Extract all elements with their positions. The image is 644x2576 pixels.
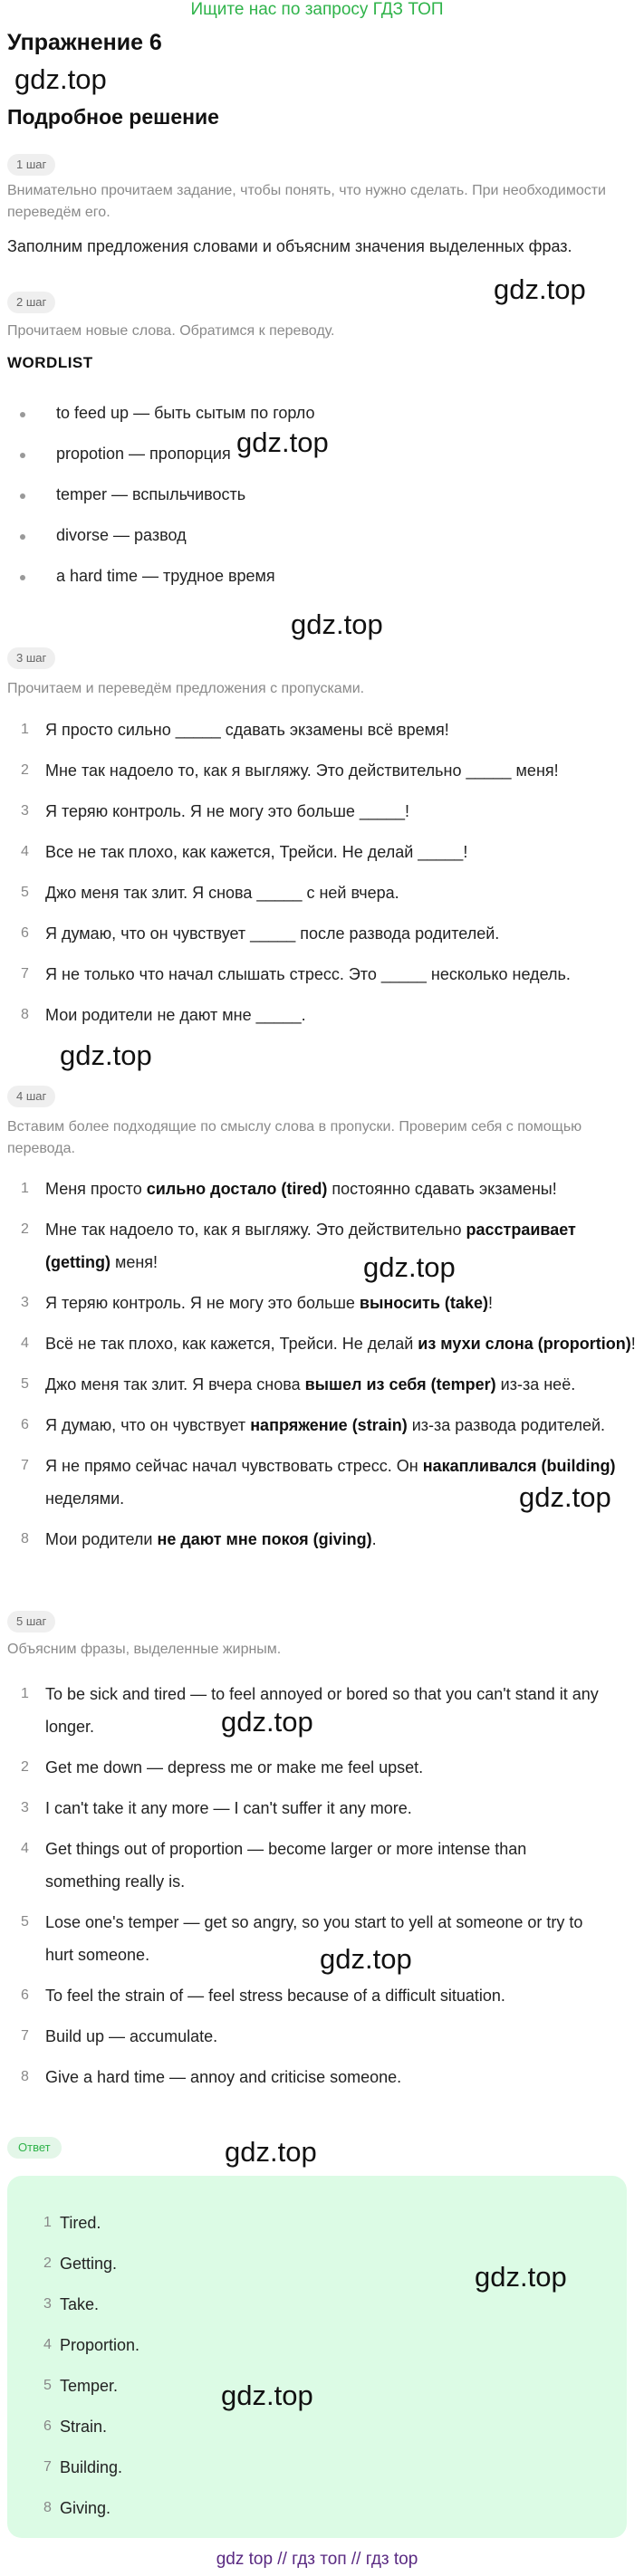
answer-badge: Ответ xyxy=(7,2137,62,2159)
step-5-badge: 5 шаг xyxy=(7,1611,55,1633)
bullet-icon xyxy=(20,453,25,458)
step-1-text: Заполним предложения словами и объясним значения выделенных фраз. xyxy=(7,237,572,255)
watermark: gdz.top xyxy=(221,1706,313,1738)
bullet-icon xyxy=(20,412,25,417)
step-3-description: Прочитаем и переведём предложения с пропусками. xyxy=(7,681,365,696)
step-2-badge: 2 шаг xyxy=(7,292,55,313)
wordlist-heading: WORDLIST xyxy=(7,354,93,371)
watermark: gdz.top xyxy=(291,608,383,640)
footer-links[interactable]: gdz top // гдз топ // гдз top xyxy=(216,2550,418,2569)
watermark: gdz.top xyxy=(60,1039,152,1071)
step-4-description: Вставим более подходящие по смыслу слова в пропуски. Проверим себя с помощью перевода. xyxy=(7,1119,582,1156)
watermark: gdz.top xyxy=(494,273,586,305)
watermark: gdz.top xyxy=(519,1481,611,1513)
step-5-description: Объясним фразы, выделенные жирным. xyxy=(7,1642,282,1657)
bullet-icon xyxy=(20,493,25,499)
watermark: gdz.top xyxy=(236,426,329,458)
watermark: gdz.top xyxy=(320,1943,412,1975)
solution-subtitle: Подробное решение xyxy=(7,105,219,129)
step-2-description: Прочитаем новые слова. Обратимся к переводу. xyxy=(7,323,335,339)
bullet-icon xyxy=(20,534,25,540)
step-1-badge: 1 шаг xyxy=(7,154,55,176)
bullet-icon xyxy=(20,575,25,580)
watermark: gdz.top xyxy=(221,2380,313,2411)
step-3-badge: 3 шаг xyxy=(7,647,55,669)
top-banner[interactable]: Ищите нас по запросу ГДЗ ТОП xyxy=(190,0,444,19)
step-1-description: Внимательно прочитаем задание, чтобы понять, что нужно сделать. При необходимости переведём его. xyxy=(7,183,606,220)
watermark: gdz.top xyxy=(475,2261,567,2293)
exercise-title: Упражнение 6 xyxy=(7,30,162,55)
watermark: gdz.top xyxy=(14,63,107,95)
step-4-badge: 4 шаг xyxy=(7,1086,55,1107)
watermark: gdz.top xyxy=(363,1251,456,1283)
watermark: gdz.top xyxy=(225,2136,317,2168)
